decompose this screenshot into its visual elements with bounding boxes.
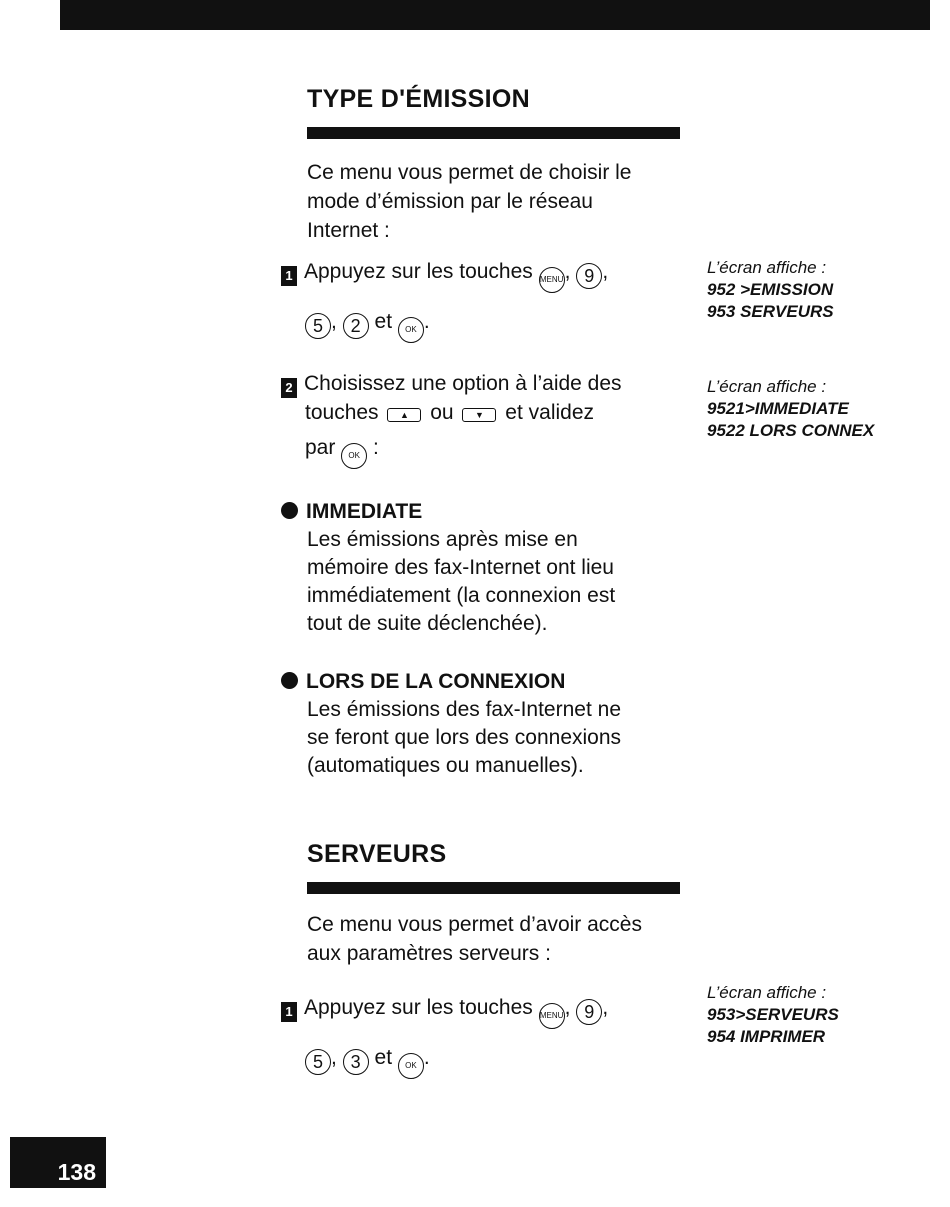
screen-label: L’écran affiche : — [707, 377, 827, 396]
option-title: LORS DE LA CONNEXION — [306, 670, 566, 693]
body-line: tout de suite déclenchée). — [307, 612, 548, 635]
key-2-icon: 2 — [343, 313, 369, 339]
key-9-icon: 9 — [576, 263, 602, 289]
section-title-serveurs: SERVEURS — [307, 840, 447, 868]
ok-key-icon: OK — [398, 1053, 424, 1079]
up-arrow-key-icon: ▲ — [387, 408, 421, 422]
bullet-icon — [281, 502, 298, 519]
screen-line: 953 SERVEURS — [707, 302, 834, 321]
step-number: 1 — [281, 1002, 297, 1022]
section-intro — [307, 158, 677, 245]
body-line: mémoire des fax-Internet ont lieu — [307, 556, 614, 579]
screen-line: 9521>IMMEDIATE — [707, 399, 849, 418]
step-text: par — [305, 436, 336, 459]
intro-line: Internet : — [307, 219, 390, 242]
step-2 — [281, 369, 681, 469]
down-arrow-key-icon: ▼ — [462, 408, 496, 422]
body-line: se feront que lors des connexions — [307, 726, 622, 749]
step-text: Appuyez sur les touches — [304, 996, 533, 1019]
ok-key-icon: OK — [341, 443, 367, 469]
and-text: et — [374, 310, 393, 333]
key-3-icon: 3 — [343, 1049, 369, 1075]
option-immediate — [281, 498, 681, 638]
key-5-icon: 5 — [305, 313, 331, 339]
step-text: Choisissez une option à l’aide des — [304, 372, 622, 395]
screen-line: 952 >EMISSION — [707, 280, 834, 299]
title-rule — [307, 127, 680, 139]
key-5-icon: 5 — [305, 1049, 331, 1075]
option-body — [281, 526, 681, 638]
body-line: Les émissions des fax-Internet ne — [307, 698, 621, 721]
screen-display-1 — [707, 257, 947, 323]
screen-label: L’écran affiche : — [707, 258, 827, 277]
and-text: et — [374, 1046, 393, 1069]
step-text: Appuyez sur les touches — [304, 260, 533, 283]
intro-line: aux paramètres serveurs : — [307, 942, 551, 965]
section-title-emission: TYPE D'ÉMISSION — [307, 85, 530, 113]
step-1-serveurs: 1 Appuyez sur les touches MENU, 9 , 5 , 3 et OK . — [281, 993, 681, 1079]
step-1: 1 Appuyez sur les touches MENU, 9 , 5 , 2 et OK . — [281, 257, 681, 343]
bullet-icon — [281, 672, 298, 689]
page-number: 138 — [10, 1137, 106, 1188]
menu-key-icon: MENU — [539, 1003, 565, 1029]
ok-key-icon: OK — [398, 317, 424, 343]
header-bar — [60, 0, 930, 30]
screen-line: 953>SERVEURS — [707, 1005, 839, 1024]
or-text: ou — [430, 401, 454, 424]
title-rule — [307, 882, 680, 894]
body-line: Les émissions après mise en — [307, 528, 578, 551]
option-connexion — [281, 668, 681, 780]
intro-line: Ce menu vous permet de choisir le — [307, 161, 632, 184]
intro-line: mode d’émission par le réseau — [307, 190, 593, 213]
key-9-icon: 9 — [576, 999, 602, 1025]
menu-key-icon: MENU — [539, 267, 565, 293]
screen-display-2 — [707, 376, 947, 442]
screen-display-3 — [707, 982, 947, 1048]
step-number: 2 — [281, 378, 297, 398]
step-number: 1 — [281, 266, 297, 286]
step-text: et validez — [505, 401, 595, 424]
body-line: (automatiques ou manuelles). — [307, 754, 584, 777]
body-line: immédiatement (la connexion est — [307, 584, 616, 607]
option-title: IMMEDIATE — [306, 500, 423, 523]
screen-line: 9522 LORS CONNEX — [707, 421, 875, 440]
screen-label: L’écran affiche : — [707, 983, 827, 1002]
intro-line: Ce menu vous permet d’avoir accès — [307, 913, 642, 936]
option-body — [281, 696, 681, 780]
section-intro — [307, 910, 677, 968]
step-text: touches — [305, 401, 379, 424]
step-text: : — [373, 436, 379, 459]
screen-line: 954 IMPRIMER — [707, 1027, 826, 1046]
